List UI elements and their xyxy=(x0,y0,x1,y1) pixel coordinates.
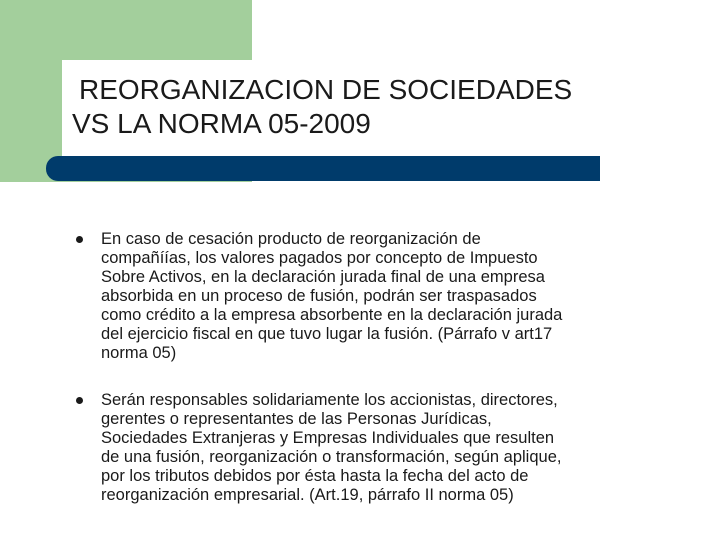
bullet-1-line: del ejercicio fiscal en que tuvo lugar la fusión. (Párrafo v art17 xyxy=(101,325,553,343)
slide-title xyxy=(72,73,572,141)
bullet-1-line: compañíías, los valores pagados por concepto de Impuesto xyxy=(101,249,538,267)
bullet-list xyxy=(76,230,676,533)
bullet-1-line: Sobre Activos, en la declaración jurada final de una empresa xyxy=(101,268,545,286)
bullet-2-line: Sociedades Extranjeras y Empresas Individuales que resulten xyxy=(101,429,555,447)
bullet-text-1 xyxy=(101,230,676,363)
bullet-2-line: por los tributos debidos por ésta hasta la fecha del acto de xyxy=(101,467,529,485)
bullet-2-line: gerentes o representantes de las Personas Jurídicas, xyxy=(101,410,492,428)
bullet-2-line: Serán responsables solidariamente los accionistas, directores, xyxy=(101,391,558,409)
bullet-1-line: absorbida en un proceso de fusión, podrán ser traspasados xyxy=(101,287,537,305)
slide-title-line-2: VS LA NORMA 05-2009 xyxy=(72,108,371,139)
bullet-dot-icon xyxy=(76,236,83,243)
bullet-dot-icon xyxy=(76,397,83,404)
title-underline-bar xyxy=(46,156,600,181)
bullet-2-line: de una fusión, reorganización o transformación, según aplique, xyxy=(101,448,562,466)
bullet-item-2 xyxy=(76,391,676,505)
bullet-item-1 xyxy=(76,230,676,363)
bullet-1-line: como crédito a la empresa absorbente en la declaración jurada xyxy=(101,306,563,324)
bullet-text-2 xyxy=(101,391,676,505)
slide-title-line-1: REORGANIZACION DE SOCIEDADES xyxy=(79,74,573,105)
bullet-2-line: reorganización empresarial. (Art.19, párrafo II norma 05) xyxy=(101,486,514,504)
bullet-1-line: norma 05) xyxy=(101,344,177,362)
bullet-1-line: En caso de cesación producto de reorganización de xyxy=(101,230,481,248)
